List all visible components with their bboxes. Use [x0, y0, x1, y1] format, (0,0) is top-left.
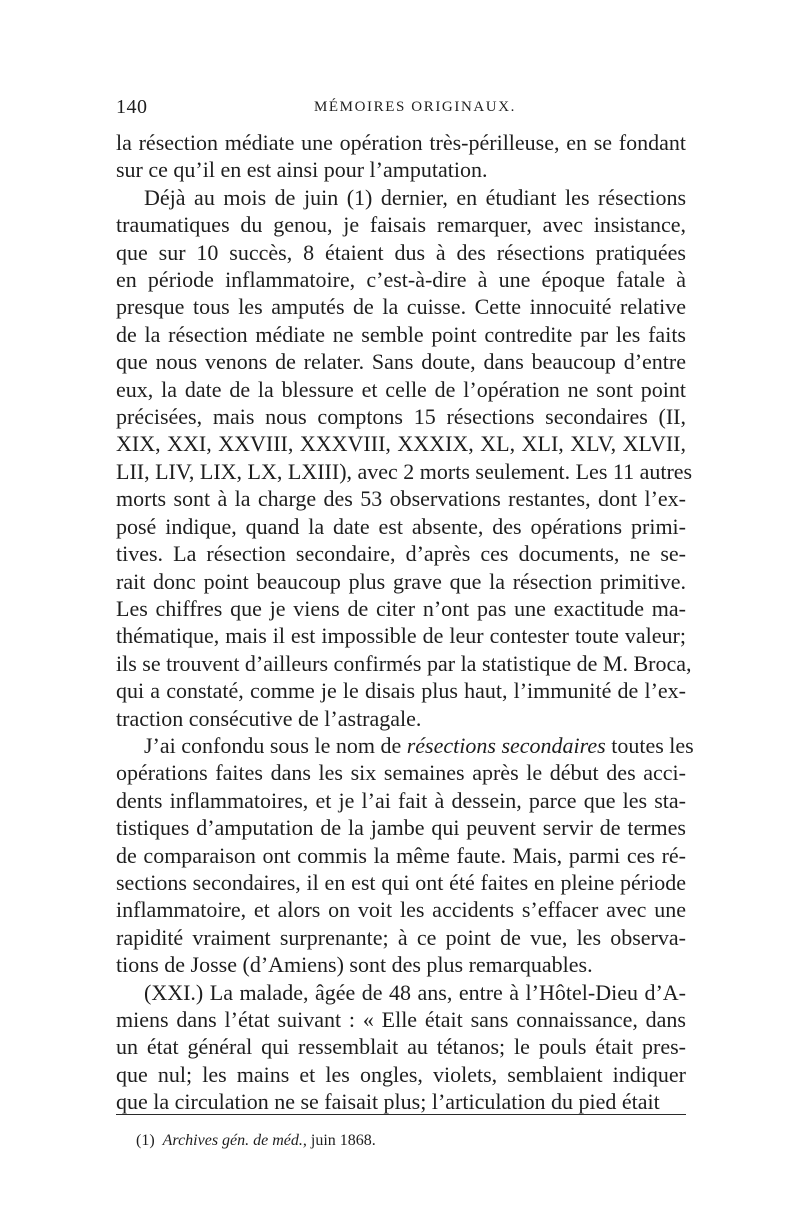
text-line: thématique, mais il est impossible de leur contester toute valeur; — [116, 623, 686, 649]
text-line: que sur 10 succès, 8 étaient dus à des résections pratiquées — [116, 239, 686, 265]
text-line: précisées, mais nous comptons 15 résections secondaires (II, — [116, 404, 686, 430]
text-line: miens dans l’état suivant : « Elle était sans connaissance, dans — [116, 1007, 686, 1032]
running-head — [116, 96, 686, 122]
text-line: rait donc point beaucoup plus grave que la résection primitive. — [116, 568, 686, 594]
text-line: un état général qui ressemblait au tétanos; le pouls était pres- — [116, 1034, 686, 1060]
footnote-divider — [116, 1114, 686, 1115]
text-line: tistiques d’amputation de la jambe qui peuvent servir de termes — [116, 815, 686, 841]
text-line: eux, la date de la blessure et celle de l’opération ne sont point — [116, 376, 686, 402]
text-line: traumatiques du genou, je faisais remarquer, avec insistance, — [116, 212, 686, 238]
paragraph — [116, 184, 693, 732]
text-line: que nul; les mains et les ongles, violets, semblaient indiquer — [116, 1061, 686, 1087]
text-line: presque tous les amputés de la cuisse. Cette innocuité relative — [116, 294, 686, 320]
text-line: morts sont à la charge des 53 observations restantes, dont l’ex- — [116, 486, 686, 512]
footnote-label: (1) — [136, 1132, 155, 1149]
text-line: de la résection médiate ne semble point contredite par les faits — [116, 321, 686, 347]
text-line: ils se trouvent d’ailleurs confirmés par la statistique de M. Broca, — [116, 650, 692, 676]
paragraph — [116, 979, 686, 1116]
text-line: que nous venons de relater. Sans doute, dans beaucoup d’entre — [116, 349, 686, 375]
page-number: 140 — [116, 96, 148, 118]
text-line: dents inflammatoires, et je l’ai fait à dessein, parce que les sta- — [116, 787, 686, 813]
text-line: J’ai confondu sous le nom de résections secondaires toutes les — [144, 732, 694, 758]
text-line: la résection médiate une opération très-périlleuse, en se fondant — [116, 130, 686, 155]
body-text — [116, 129, 694, 1116]
text-line: qui a constaté, comme je le disais plus haut, l’immunité de l’ex- — [116, 678, 686, 704]
text-line: (XXI.) La malade, âgée de 48 ans, entre à l’Hôtel-Dieu d’A- — [144, 979, 686, 1005]
text-line: inflammatoire, et alors on voit les accidents s’effacer avec une — [116, 897, 686, 923]
text-line: Déjà au mois de juin (1) dernier, en étudiant les résections — [144, 184, 686, 210]
text-line: de comparaison ont commis la même faute. Mais, parmi ces ré- — [116, 842, 686, 868]
text-line: que la circulation ne se faisait plus; l’articulation du pied était — [116, 1089, 660, 1115]
text-line: posé indique, quand la date est absente, des opérations primi- — [116, 513, 686, 539]
footnote-source: Archives gén. de méd. — [162, 1132, 303, 1149]
text-line: sections secondaires, il en est qui ont été faites en pleine période — [116, 869, 686, 895]
text-line: sur ce qu’il en est ainsi pour l’amputation. — [116, 157, 488, 183]
paragraph — [116, 732, 694, 979]
text-line: XIX, XXI, XXVIII, XXXVIII, XXXIX, XL, XLI, XLV, XLVII, — [116, 431, 686, 457]
footnote — [136, 1131, 376, 1151]
text-line: opérations faites dans les six semaines après le début des acci- — [116, 760, 686, 786]
text-line: rapidité vraiment surprenante; à ce point de vue, les observa- — [116, 924, 686, 950]
paragraph — [116, 129, 686, 184]
text-line: tions de Josse (d’Amiens) sont des plus remarquables. — [116, 952, 593, 978]
running-title: MÉMOIRES ORIGINAUX. — [313, 99, 517, 115]
footnote-date: , juin 1868. — [302, 1132, 376, 1149]
text-line: LII, LIV, LIX, LX, LXIII), avec 2 morts seulement. Les 11 autres — [116, 458, 693, 484]
text-line: tives. La résection secondaire, d’après ces documents, ne se- — [116, 541, 686, 567]
text-line: en période inflammatoire, c’est-à-dire à une époque fatale à — [116, 267, 686, 293]
text-line: Les chiffres que je viens de citer n’ont pas une exactitude ma- — [116, 595, 686, 621]
text-line: traction consécutive de l’astragale. — [116, 705, 422, 731]
